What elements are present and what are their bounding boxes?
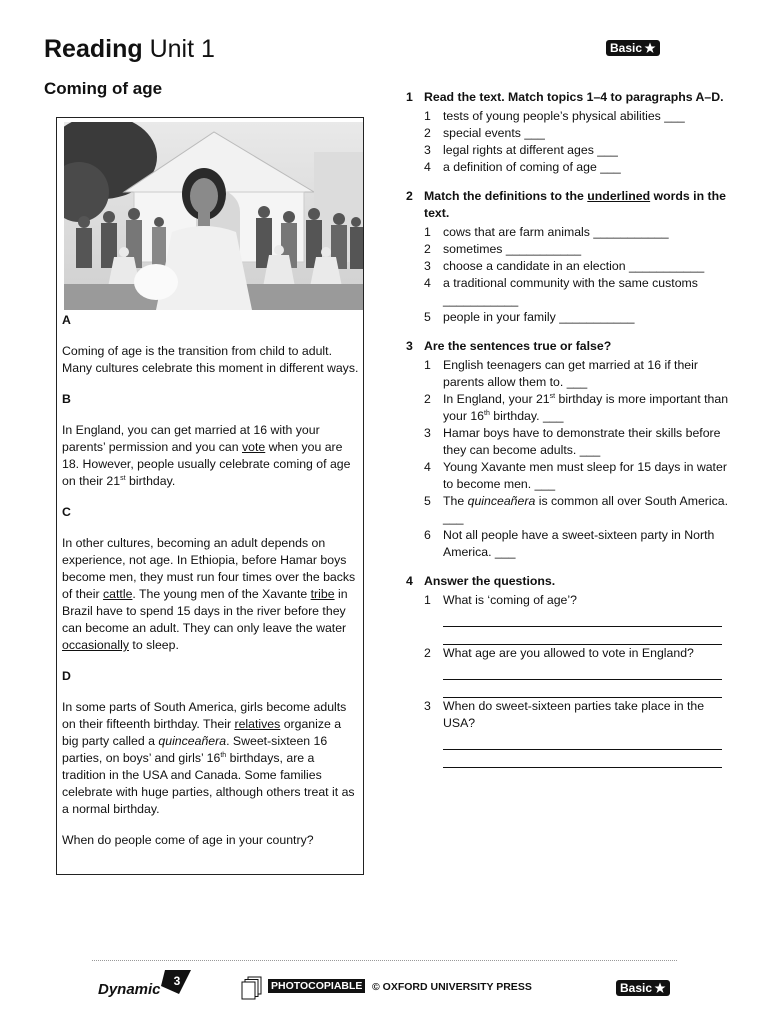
paragraph-c xyxy=(62,535,360,654)
underlined-word: tribe xyxy=(310,587,335,601)
item-number: 4 xyxy=(424,276,431,290)
star-icon xyxy=(644,42,656,54)
title-bold: Reading xyxy=(44,35,143,63)
exercise-instruction xyxy=(424,188,736,222)
item-text[interactable]: tests of young people’s physical abilities ___ xyxy=(443,109,685,123)
exercise-1 xyxy=(406,89,736,176)
paragraph-a xyxy=(62,343,360,377)
exercise-number: 1 xyxy=(406,90,413,104)
item-number: 3 xyxy=(424,259,431,273)
text-run: birthday. xyxy=(125,474,176,488)
photocopy-icon xyxy=(241,976,263,1000)
item-number: 2 xyxy=(424,242,431,256)
item-text[interactable]: Hamar boys have to demonstrate their skills before they can become adults. ___ xyxy=(443,426,721,457)
paragraph-heading-c: C xyxy=(62,505,71,519)
text-run: in Brazil have to spend 15 days in the river before they can become an adult. They can only leave the water xyxy=(62,587,348,635)
text-run: In England, your 21 xyxy=(443,392,550,406)
text-run: In other cultures, becoming an adult depends on experience, not age. In Ethiopia, before Hamar boys become men, they must run four times over the backs of their xyxy=(62,536,356,601)
item-number: 4 xyxy=(424,460,431,474)
logo-number: 3 xyxy=(173,974,181,988)
item-number: 1 xyxy=(424,225,431,239)
list-item xyxy=(424,391,736,425)
text-run: . Sweet-sixteen 16 parties, on boys’ and girls’ 16 xyxy=(62,734,328,765)
italic-word: quinceañera xyxy=(467,494,536,508)
item-text[interactable]: cows that are farm animals ___________ xyxy=(443,225,669,239)
answer-line[interactable] xyxy=(443,732,722,750)
list-item xyxy=(424,527,736,561)
list-item xyxy=(424,224,736,241)
text-run: In some parts of South America, girls become adults on their fifteenth birthday. Their xyxy=(62,700,347,731)
list-item xyxy=(424,142,736,159)
paragraph-b xyxy=(62,422,360,490)
list-item xyxy=(424,493,736,527)
underlined-word: occasionally xyxy=(62,638,129,652)
exercise-4 xyxy=(406,573,736,768)
paragraph-a-text: Coming of age is the transition from child to adult. Many cultures celebrate this moment in different ways. xyxy=(62,344,359,375)
list-item xyxy=(424,309,736,326)
item-number: 1 xyxy=(424,358,431,372)
text-run: birthdays, are a tradition in the USA and Canada. Some families celebrate with huge parties, although others treat it as a normal birthday. xyxy=(62,751,355,816)
list-item xyxy=(424,357,736,391)
list-item xyxy=(424,592,736,645)
photocopiable-label: PHOTOCOPIABLE xyxy=(268,979,365,993)
page-title xyxy=(44,34,215,64)
list-item xyxy=(424,425,736,459)
item-text[interactable]: sometimes ___________ xyxy=(443,242,582,256)
underlined-word: underlined xyxy=(587,189,651,203)
item-number: 5 xyxy=(424,494,431,508)
item-number: 6 xyxy=(424,528,431,542)
paragraph-heading-d: D xyxy=(62,669,71,683)
exercise-instruction: Read the text. Match topics 1–4 to paragraphs A–D. xyxy=(424,90,724,104)
text-run: when you are 18. However, people usually celebrate coming of age on their 21 xyxy=(62,440,351,488)
item-number: 2 xyxy=(424,126,431,140)
answer-blank[interactable]: ___________ xyxy=(443,293,519,307)
closing-question: When do people come of age in your country? xyxy=(62,833,314,847)
logo-text: Dynamic xyxy=(98,981,161,998)
item-text[interactable]: a definition of coming of age ___ xyxy=(443,160,621,174)
item-text[interactable]: choose a candidate in an election ___________ xyxy=(443,259,705,273)
ordinal-suffix: st xyxy=(549,392,556,400)
answer-line[interactable] xyxy=(443,750,722,768)
text-run: birthday. ___ xyxy=(489,409,564,423)
paragraph-heading-b: B xyxy=(62,392,71,406)
copyright-text: © OXFORD UNIVERSITY PRESS xyxy=(372,981,532,993)
answer-line[interactable] xyxy=(443,680,722,698)
item-number: 1 xyxy=(424,109,431,123)
list-item xyxy=(424,108,736,125)
answer-line[interactable] xyxy=(443,609,722,627)
item-number: 1 xyxy=(424,593,431,607)
ordinal-suffix: th xyxy=(220,751,227,759)
title-rest: Unit 1 xyxy=(142,35,215,63)
instruction-part: Match the definitions to the xyxy=(424,189,588,203)
list-item xyxy=(424,698,736,768)
item-text[interactable]: people in your family ___________ xyxy=(443,310,635,324)
list-item xyxy=(424,125,736,142)
item-text[interactable]: English teenagers can get married at 16 if their parents allow them to. ___ xyxy=(443,358,698,389)
question-text: When do sweet-sixteen parties take place in the USA? xyxy=(443,699,705,730)
star-icon xyxy=(654,982,666,994)
item-number: 3 xyxy=(424,699,431,713)
question-text: What is ‘coming of age’? xyxy=(443,593,577,607)
item-number: 3 xyxy=(424,143,431,157)
italic-word: quinceañera xyxy=(158,734,227,748)
paragraph-heading-a: A xyxy=(62,313,71,327)
list-item xyxy=(424,645,736,698)
page-subtitle: Coming of age xyxy=(44,79,163,98)
exercise-number: 3 xyxy=(406,339,413,353)
text-run: is common all over South America. ___ xyxy=(443,494,729,525)
item-text[interactable]: legal rights at different ages ___ xyxy=(443,143,618,157)
ordinal-suffix: st xyxy=(120,474,126,482)
text-run: organize a big party called a xyxy=(62,717,342,748)
list-item xyxy=(424,159,736,176)
level-badge-footer xyxy=(616,980,670,996)
list-item xyxy=(424,241,736,258)
underlined-word: cattle xyxy=(103,587,133,601)
photo xyxy=(64,122,363,310)
reading-text-box xyxy=(56,117,364,875)
exercise-number: 2 xyxy=(406,189,413,203)
text-run: birthday is more important than your 16 xyxy=(443,392,729,423)
level-badge-label: Basic xyxy=(620,981,653,995)
instruction-part: words in the text. xyxy=(424,189,726,220)
item-text[interactable]: Not all people have a sweet-sixteen party in North America. ___ xyxy=(443,528,715,559)
underlined-word: vote xyxy=(242,440,266,454)
underlined-word: relatives xyxy=(234,717,281,731)
text-run: In England, you can get married at 16 with your parents’ permission and you can xyxy=(62,423,320,454)
list-item xyxy=(424,459,736,493)
level-badge xyxy=(606,40,660,56)
item-number: 5 xyxy=(424,310,431,324)
footer-divider xyxy=(92,960,677,961)
item-text[interactable]: Young Xavante men must sleep for 15 days in water to become men. ___ xyxy=(443,460,727,491)
paragraph-d xyxy=(62,699,360,818)
item-text[interactable] xyxy=(443,493,736,527)
item-number: 4 xyxy=(424,160,431,174)
item-text[interactable]: a traditional community with the same customs xyxy=(443,276,698,290)
item-number: 3 xyxy=(424,426,431,440)
list-item xyxy=(424,258,736,275)
text-run: The xyxy=(443,494,468,508)
exercise-instruction: Are the sentences true or false? xyxy=(424,339,612,353)
ordinal-suffix: th xyxy=(484,409,490,417)
exercise-instruction: Answer the questions. xyxy=(424,574,556,588)
text-run: to sleep. xyxy=(129,638,179,652)
question-text: What age are you allowed to vote in England? xyxy=(443,646,694,660)
answer-line[interactable] xyxy=(443,627,722,645)
list-item xyxy=(424,275,736,309)
text-run: . The young men of the Xavante xyxy=(132,587,311,601)
exercise-2 xyxy=(406,188,736,326)
exercise-number: 4 xyxy=(406,574,413,588)
answer-line[interactable] xyxy=(443,662,722,680)
dynamic-logo xyxy=(97,968,193,998)
exercise-3 xyxy=(406,338,736,561)
item-text[interactable] xyxy=(443,391,736,425)
item-number: 2 xyxy=(424,646,431,660)
level-badge-label: Basic xyxy=(610,41,643,55)
item-number: 2 xyxy=(424,392,431,406)
exercises xyxy=(406,89,736,780)
item-text[interactable]: special events ___ xyxy=(443,126,545,140)
